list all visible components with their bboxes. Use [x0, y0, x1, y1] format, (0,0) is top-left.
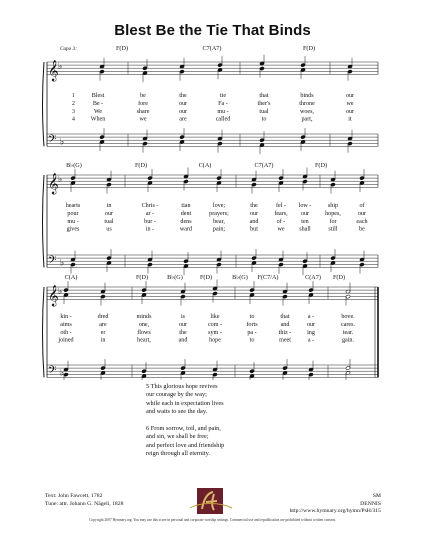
notehead — [260, 138, 265, 142]
system-2-chord: B♭(G) — [66, 162, 82, 169]
notehead — [101, 366, 106, 370]
system-2-chord: C(A) — [198, 162, 212, 169]
lyric-syllable: our — [345, 108, 355, 115]
lyric-syllable: the — [179, 93, 187, 99]
lyric-syllable: we — [277, 226, 285, 233]
lyric-syllable: us — [106, 226, 112, 233]
lyric-syllable: for — [329, 218, 337, 225]
notehead — [100, 135, 105, 139]
notehead — [180, 69, 185, 73]
notehead — [181, 294, 186, 298]
lyric-syllable: our — [104, 210, 114, 217]
lyric-syllable: like — [210, 314, 220, 320]
lyric-syllable: and — [178, 337, 188, 344]
notehead — [301, 135, 306, 139]
notehead — [181, 366, 186, 370]
lyric-syllable: to — [261, 116, 267, 123]
lyric-syllable: forts — [246, 321, 258, 328]
lyric-syllable: When — [90, 116, 106, 123]
lyric-syllable: fore — [138, 100, 148, 107]
notehead — [250, 288, 255, 292]
lyric-syllable: our — [249, 210, 259, 217]
lyric-syllable: in — [106, 203, 112, 209]
notehead — [180, 135, 185, 139]
capo-label: Capo 3: — [60, 46, 77, 52]
notehead — [184, 259, 189, 263]
lyric-syllable: is — [180, 314, 186, 320]
notehead — [301, 63, 306, 67]
verse-5: 5 This glorious hope revives our courage by the way; while each in expectation lives and waits to see the day. — [146, 383, 224, 416]
lyric-syllable: Fa - — [218, 100, 228, 107]
lyric-syllable: our — [306, 321, 316, 328]
lyric-syllable: pain; — [212, 226, 226, 233]
lyric-syllable: be — [140, 93, 146, 99]
lyric-syllable: a - — [307, 337, 315, 344]
text-credit: Text: John Fawcett, 1782 — [45, 493, 103, 499]
lyric-syllable: our — [300, 210, 310, 217]
lyric-syllable: kin - — [60, 314, 72, 320]
lyric-syllable: woes, — [299, 108, 315, 115]
lyric-syllable: joined — [58, 337, 74, 344]
system-2-chord: F(D) — [314, 162, 328, 169]
lyric-syllable: flows — [137, 329, 151, 336]
notehead — [346, 294, 351, 298]
tune-credit: Tune: attr. Johann G. Nägeli, 1828 — [45, 500, 124, 507]
notehead — [260, 66, 265, 70]
lyric-syllable: gain. — [341, 337, 355, 344]
lyric-syllable: Chris - — [141, 203, 159, 209]
lyric-syllable: in — [100, 337, 106, 344]
notehead — [360, 262, 365, 266]
key-signature-flat: ♭ — [58, 61, 63, 72]
lyric-syllable: hopes, — [325, 210, 341, 217]
lyric-syllable: low - — [298, 203, 312, 209]
notehead — [252, 182, 257, 186]
lyric-syllable: ward — [179, 226, 193, 233]
notehead — [213, 291, 218, 295]
notehead — [346, 366, 351, 370]
system-brace — [43, 175, 45, 267]
bass-clef: 𝄢 — [48, 253, 57, 269]
hymnary-logo — [184, 488, 236, 514]
lyric-syllable: be — [359, 226, 365, 233]
system-1-chord: C7(A7) — [202, 45, 222, 52]
lyric-syllable: ship — [327, 203, 339, 209]
lyric-syllable: prayers; — [209, 210, 229, 217]
notehead — [360, 176, 365, 180]
notehead — [279, 176, 284, 180]
key-signature-flat: ♭ — [60, 257, 65, 268]
treble-clef: 𝄞 — [48, 60, 59, 81]
lyric-syllable: to — [249, 337, 255, 344]
lyric-syllable: binds — [300, 93, 314, 99]
treble-clef: 𝄞 — [48, 285, 59, 306]
lyric-syllable: tie — [219, 93, 227, 99]
notehead — [148, 262, 153, 266]
notehead — [100, 69, 105, 73]
lyric-syllable: hearts — [65, 203, 81, 209]
notehead — [217, 176, 222, 180]
notehead — [107, 182, 112, 186]
additional-verses — [146, 383, 224, 467]
lyric-syllable: minds — [136, 314, 152, 320]
lyric-syllable: fears, — [274, 210, 288, 217]
notehead — [331, 256, 336, 260]
lyric-syllable: mu - — [67, 218, 79, 225]
system-3-chord: C(A) — [64, 274, 78, 281]
system-3-chord: C(A7) — [305, 274, 321, 281]
lyric-syllable: still — [328, 226, 338, 233]
notehead — [218, 141, 223, 145]
lyric-syllable: ther's — [257, 100, 271, 107]
lyric-syllable: are — [179, 116, 187, 123]
key-signature-flat: ♭ — [60, 136, 65, 147]
lyric-syllable: ing — [307, 329, 315, 336]
lyric-syllable: fel - — [276, 203, 286, 209]
credits — [45, 493, 123, 508]
lyric-syllable: the — [250, 203, 258, 209]
lyric-syllable: ten — [301, 218, 309, 225]
verse-6: 6 From sorrow, toil, and pain, and sin, we shall be free; and perfect love and friendship reign through all eternity. — [146, 425, 225, 458]
lyric-syllable: our — [178, 100, 188, 107]
lyric-syllable: hope — [209, 337, 221, 344]
notehead — [283, 366, 288, 370]
treble-clef: 𝄞 — [48, 173, 59, 194]
notehead — [107, 256, 112, 260]
system-2-chord: F(D) — [134, 162, 148, 169]
lyric-syllable: the — [179, 329, 187, 336]
bass-clef: 𝄢 — [48, 363, 57, 379]
notehead — [101, 294, 106, 298]
notehead — [250, 369, 255, 373]
lyric-syllable: but — [250, 226, 258, 233]
notehead — [252, 256, 257, 260]
notehead — [279, 262, 284, 266]
lyric-syllable: tian — [181, 203, 191, 209]
lyric-syllable: of - — [276, 218, 286, 225]
notehead — [142, 369, 147, 373]
notehead — [64, 372, 69, 376]
lyric-syllable: aims — [60, 321, 72, 328]
lyric-syllable: bear, — [213, 218, 225, 225]
lyric-syllable: to — [249, 314, 255, 320]
lyric-syllable: are — [99, 321, 107, 328]
lyric-syllable: a - — [307, 314, 315, 320]
system-3-chord: B♭(G) — [167, 274, 183, 281]
notehead — [283, 294, 288, 298]
lyric-syllable: meet — [279, 337, 291, 344]
notehead — [348, 69, 353, 73]
lyric-syllable: we — [139, 116, 147, 123]
lyric-syllable: we — [346, 100, 354, 107]
notehead — [143, 66, 148, 70]
lyric-syllable: ar - — [145, 210, 155, 217]
lyric-syllable: our — [357, 210, 367, 217]
lyric-syllable: bove. — [341, 314, 355, 320]
notehead — [309, 288, 314, 292]
lyric-syllable: bur - — [144, 218, 156, 225]
system-3-chord: F(D) — [135, 274, 149, 281]
lyric-syllable: pour — [67, 210, 79, 217]
lyric-syllable: called — [215, 116, 231, 123]
notehead — [218, 63, 223, 67]
verse-number: 1 — [72, 93, 75, 99]
verse-number: 4 — [72, 116, 75, 123]
notehead — [71, 262, 76, 266]
verse-number: 3 — [72, 108, 75, 115]
notehead — [217, 262, 222, 266]
lyric-syllable: love; — [212, 203, 226, 209]
lyric-syllable: and — [280, 321, 290, 328]
lyric-syllable: our — [178, 108, 188, 115]
lyric-syllable: sym - — [208, 329, 222, 336]
lyric-syllable: dred — [97, 314, 109, 320]
lyric-syllable: in - — [145, 226, 155, 233]
lyric-syllable: our — [178, 321, 188, 328]
lyric-syllable: gives — [66, 226, 80, 233]
lyric-syllable: Blest — [91, 93, 105, 99]
copyright-notice: Copyright 2007 Hymnary.org. You may use this score in personal and corporate worship settings. Commercial use and republication are prohibited without written consent. — [89, 518, 336, 522]
system-3-chord: F(C7/A) — [257, 274, 279, 281]
lyric-syllable: and — [249, 218, 259, 225]
lyric-syllable: pa - — [247, 329, 257, 336]
notehead — [142, 288, 147, 292]
lyric-syllable: com - — [207, 321, 223, 328]
tune-name: DENNIS — [360, 500, 381, 507]
notehead — [348, 141, 353, 145]
notehead — [143, 141, 148, 145]
notehead — [213, 372, 218, 376]
key-signature-flat: ♭ — [58, 174, 63, 185]
meter: SM — [372, 493, 381, 499]
lyric-syllable: of — [359, 203, 365, 209]
system-2-chord: C7(A7) — [254, 162, 274, 169]
lyric-syllable: cares. — [340, 321, 356, 328]
hymn-title: Blest Be the Tie That Binds — [114, 22, 311, 39]
notehead — [184, 179, 189, 183]
lyric-syllable: mu - — [217, 108, 229, 115]
system-brace — [43, 62, 45, 146]
lyric-syllable: part, — [301, 116, 313, 123]
lyric-syllable: shall — [299, 226, 311, 233]
lyric-syllable: Be - — [92, 100, 104, 107]
system-3-chord: B♭(G) — [232, 274, 248, 281]
key-signature-flat: ♭ — [60, 367, 65, 378]
lyric-syllable: share — [136, 108, 150, 115]
lyric-syllable: each — [356, 218, 368, 225]
lyric-syllable: tual — [259, 108, 269, 115]
system-1-chord: F(D) — [302, 45, 316, 52]
notehead — [64, 288, 69, 292]
lyric-syllable: er — [100, 329, 106, 336]
system-brace — [43, 287, 45, 377]
notehead — [71, 176, 76, 180]
lyric-syllable: oth - — [60, 329, 72, 336]
lyric-syllable: it — [348, 116, 352, 123]
lyric-syllable: tual — [104, 218, 114, 225]
system-1-chord: F(D) — [115, 45, 129, 52]
lyric-syllable: our — [345, 93, 355, 99]
lyric-syllable: We — [94, 108, 102, 115]
notehead — [303, 179, 308, 183]
notehead — [309, 372, 314, 376]
lyric-syllable: that — [259, 93, 269, 99]
verse-number: 2 — [72, 100, 75, 107]
lyric-syllable: dent — [180, 210, 192, 217]
lyric-syllable: heart, — [137, 337, 151, 344]
system-3-chord: F(D) — [199, 274, 213, 281]
tune-info — [290, 493, 381, 516]
lyric-syllable: thiz - — [278, 329, 292, 336]
lyric-syllable: one, — [138, 321, 150, 328]
system-3-chord: F(D) — [332, 274, 346, 281]
notehead — [303, 259, 308, 263]
lyric-syllable: that — [280, 314, 290, 320]
key-signature-flat: ♭ — [58, 286, 63, 297]
notehead — [331, 182, 336, 186]
bass-clef: 𝄢 — [48, 132, 57, 148]
source-url[interactable]: http://www.hymnary.org/hymn/PsH/315 — [289, 508, 381, 515]
notehead — [148, 176, 153, 180]
lyric-syllable: throne — [299, 100, 315, 107]
lyric-syllable: dens — [180, 218, 192, 225]
lyric-syllable: tear. — [342, 329, 354, 336]
